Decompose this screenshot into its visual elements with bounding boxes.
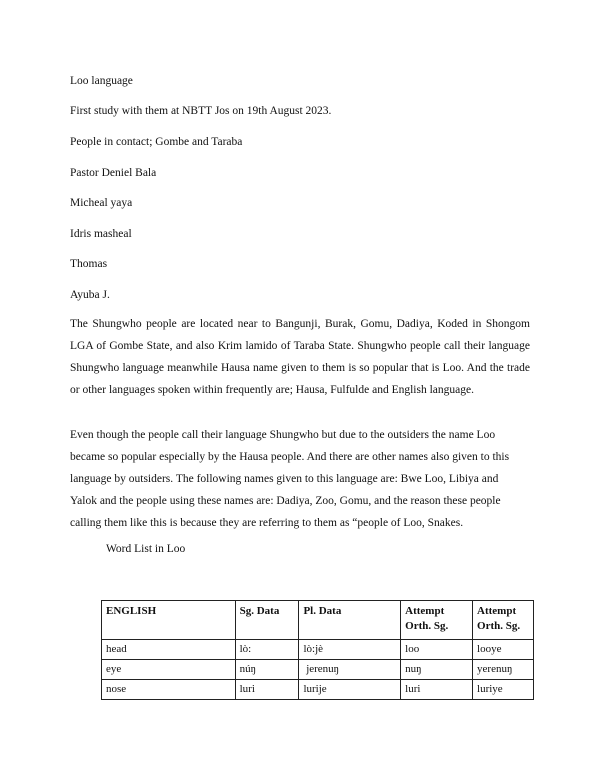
column-header-english: ENGLISH	[102, 601, 236, 640]
contact-line: People in contact; Gombe and Taraba	[70, 136, 243, 148]
table-cell: lò:	[235, 640, 299, 660]
table-cell: lò:jè	[299, 640, 401, 660]
paragraph-line: Yalok and the people using these names are: Dadiya, Zoo, Gomu, and the reason these people	[70, 495, 501, 507]
table-cell: luri	[235, 680, 299, 700]
table-cell: nuŋ	[401, 660, 473, 680]
table-header-row	[102, 601, 534, 640]
table-cell: head	[102, 640, 236, 660]
person-name: Idris masheal	[70, 228, 132, 240]
table-cell: luriye	[473, 680, 534, 700]
column-header-attempt-orth-sg: Attempt Orth. Sg.	[401, 601, 473, 640]
table-cell: eye	[102, 660, 236, 680]
paragraph-line: language by outsiders. The following names given to this language are: Bwe Loo, Libiya and	[70, 473, 499, 485]
table-cell: jerenuŋ	[299, 660, 401, 680]
table-row	[102, 640, 534, 660]
document-title: Loo language	[70, 75, 133, 87]
table-cell: yerenuŋ	[473, 660, 534, 680]
column-header-sg-data: Sg. Data	[235, 601, 299, 640]
table-cell: nose	[102, 680, 236, 700]
table-cell: núŋ	[235, 660, 299, 680]
paragraph-line: became so popular especially by the Hausa people. And there are other names also given to this	[70, 451, 510, 463]
person-name: Ayuba J.	[70, 289, 110, 301]
paragraph-names	[70, 424, 530, 534]
study-date-line: First study with them at NBTT Jos on 19th August 2023.	[70, 105, 332, 117]
table-row	[102, 680, 534, 700]
person-name: Thomas	[70, 258, 108, 270]
wordlist-title: Word List in Loo	[106, 543, 186, 555]
table-row	[102, 660, 534, 680]
table-cell: lurije	[299, 680, 401, 700]
paragraph-line: calling them like this is because they are referring to them as “people of Loo, Snakes.	[70, 517, 464, 529]
table-cell: loo	[401, 640, 473, 660]
wordlist-table	[101, 600, 534, 700]
person-name: Micheal yaya	[70, 197, 133, 209]
table-cell: looye	[473, 640, 534, 660]
table-cell: luri	[401, 680, 473, 700]
paragraph-line: Even though the people call their language Shungwho but due to the outsiders the name Loo	[70, 429, 496, 441]
column-header-attempt-orth-sg-2: Attempt Orth. Sg.	[473, 601, 534, 640]
column-header-pl-data: Pl. Data	[299, 601, 401, 640]
person-name: Pastor Deniel Bala	[70, 167, 157, 179]
paragraph-location: The Shungwho people are located near to Bangunji, Burak, Gomu, Dadiya, Koded in Shongom LGA of Gombe State, and also Krim lamido of Taraba State. Shungwho people call their language Shungwho language meanwhile Hausa name given to them is so popular that is Loo. And the trade or other languages spoken within frequently are; Hausa, Fulfulde and English language.	[70, 318, 530, 396]
